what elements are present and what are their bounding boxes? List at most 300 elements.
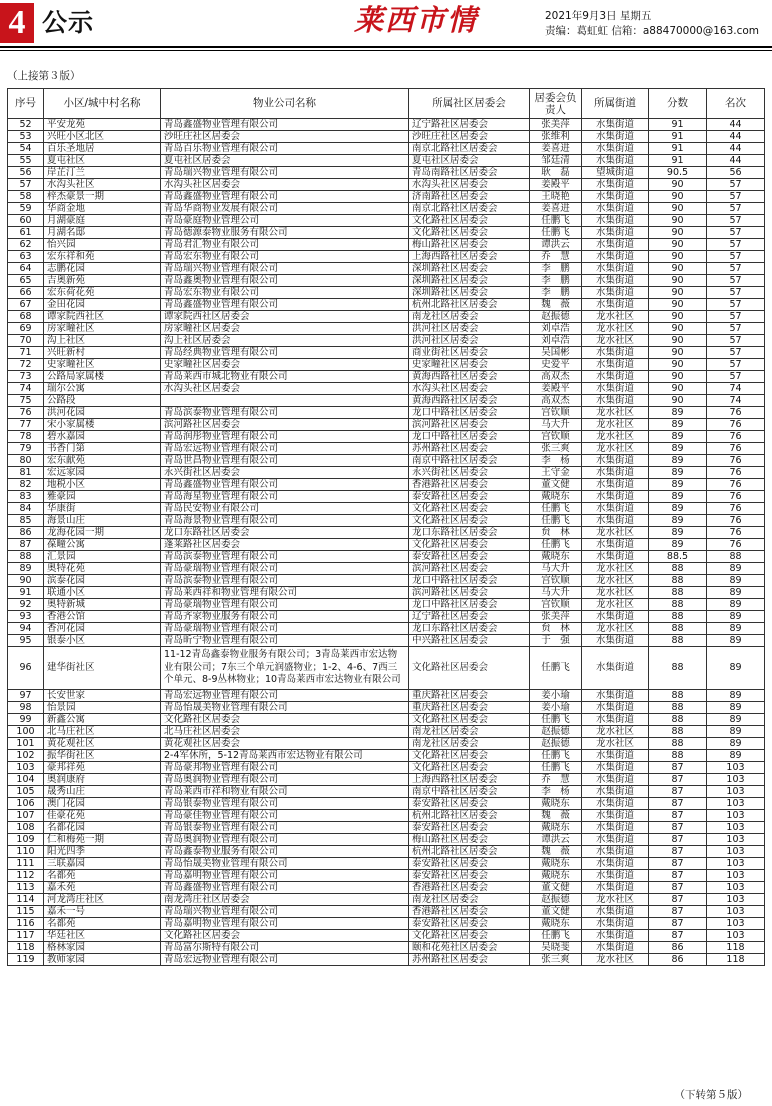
subdistrict: 水集街道: [582, 881, 649, 893]
score: 91: [649, 119, 707, 131]
committee-head: 宫钦顺: [530, 575, 582, 587]
residents-committee: 南京北路社区居委会: [409, 143, 530, 155]
rank: 57: [707, 251, 765, 263]
committee-head: 任鹏飞: [530, 713, 582, 725]
community-name: 金田花园: [44, 299, 161, 311]
residents-committee: 永兴街社区居委会: [409, 467, 530, 479]
property-company: 青岛鑫盛物业管理有限公司: [161, 119, 409, 131]
row-index: 71: [8, 347, 44, 359]
rank: 57: [707, 275, 765, 287]
score: 88: [649, 635, 707, 647]
table-row: [8, 227, 765, 239]
row-index: 59: [8, 203, 44, 215]
score: 89: [649, 539, 707, 551]
header-rule: [0, 46, 772, 48]
row-index: 82: [8, 479, 44, 491]
committee-head: 谭洪云: [530, 239, 582, 251]
table-row: [8, 395, 765, 407]
score: 90: [649, 191, 707, 203]
subdistrict: 水集街道: [582, 539, 649, 551]
subdistrict: 水集街道: [582, 191, 649, 203]
rank: 76: [707, 431, 765, 443]
committee-head: 耿 磊: [530, 167, 582, 179]
residents-committee: 龙口中路社区居委会: [409, 431, 530, 443]
property-company: 青岛鑫盛物业管理有限公司: [161, 191, 409, 203]
row-index: 68: [8, 311, 44, 323]
subdistrict: 水集街道: [582, 227, 649, 239]
row-index: 63: [8, 251, 44, 263]
row-index: 94: [8, 623, 44, 635]
residents-committee: 杭州北路社区居委会: [409, 299, 530, 311]
committee-head: 马大升: [530, 587, 582, 599]
community-name: 公路局家属楼: [44, 371, 161, 383]
residents-committee: 泰安路社区居委会: [409, 797, 530, 809]
residents-committee: 重庆路社区居委会: [409, 701, 530, 713]
community-name: 奥特新城: [44, 599, 161, 611]
score: 90: [649, 251, 707, 263]
committee-head: 姜小瑜: [530, 701, 582, 713]
committee-head: 姜喜进: [530, 143, 582, 155]
table-row: [8, 407, 765, 419]
community-name: 梓杰豪景一期: [44, 191, 161, 203]
property-company: 11-12青岛鑫泰物业服务有限公司；3青岛莱西市宏达物业有限公司；7东三个单元润盛物业；1-2、4-6、7西三个单元、8-9丛林物业；10青岛莱西市宏达物业有限公司: [161, 647, 409, 690]
subdistrict: 水集街道: [582, 215, 649, 227]
subdistrict: 水集街道: [582, 647, 649, 690]
community-name: 宏东祥和苑: [44, 251, 161, 263]
property-company: 青岛宏远物业管理有限公司: [161, 443, 409, 455]
rank: 89: [707, 623, 765, 635]
community-name: 公路段: [44, 395, 161, 407]
score: 89: [649, 503, 707, 515]
property-company: 青岛奥润物业管理有限公司: [161, 773, 409, 785]
table-row: [8, 359, 765, 371]
committee-head: 李 杨: [530, 455, 582, 467]
property-company: 青岛嘉明物业管理有限公司: [161, 869, 409, 881]
residents-committee: 龙口中路社区居委会: [409, 599, 530, 611]
property-company: 青岛莱西市城北物业有限公司: [161, 371, 409, 383]
subdistrict: 龙水社区: [582, 623, 649, 635]
table-row: [8, 239, 765, 251]
score: 89: [649, 443, 707, 455]
rank: 89: [707, 725, 765, 737]
subdistrict: 龙水社区: [582, 335, 649, 347]
committee-head: 宫钦顺: [530, 599, 582, 611]
subdistrict: 水集街道: [582, 143, 649, 155]
committee-head: 任鹏飞: [530, 929, 582, 941]
score: 87: [649, 785, 707, 797]
rank: 103: [707, 905, 765, 917]
residents-committee: 滨河路社区居委会: [409, 563, 530, 575]
row-index: 78: [8, 431, 44, 443]
score: 89: [649, 407, 707, 419]
rank: 89: [707, 689, 765, 701]
property-company: 青岛瑞兴物业管理有限公司: [161, 905, 409, 917]
table-row: [8, 155, 765, 167]
committee-head: 赵振德: [530, 311, 582, 323]
community-name: 澳门花园: [44, 797, 161, 809]
subdistrict: 龙水社区: [582, 563, 649, 575]
property-company: 青岛莱西祥和物业管理有限公司: [161, 587, 409, 599]
property-company: 南龙湾庄社区居委会: [161, 893, 409, 905]
residents-committee: 水沟头社区居委会: [409, 179, 530, 191]
table-row: [8, 953, 765, 965]
residents-committee: 香港路社区居委会: [409, 479, 530, 491]
row-index: 69: [8, 323, 44, 335]
row-index: 91: [8, 587, 44, 599]
rank: 89: [707, 737, 765, 749]
subdistrict: 水集街道: [582, 713, 649, 725]
row-index: 117: [8, 929, 44, 941]
table-row: [8, 785, 765, 797]
newspaper-masthead: 莱西市情: [353, 3, 478, 37]
community-name: 建华街社区: [44, 647, 161, 690]
residents-committee: 文化路社区居委会: [409, 215, 530, 227]
subdistrict: 水集街道: [582, 155, 649, 167]
rank: 76: [707, 443, 765, 455]
score: 88: [649, 563, 707, 575]
committee-head: 李 鹏: [530, 263, 582, 275]
community-name: 怡兴园: [44, 239, 161, 251]
score: 90: [649, 179, 707, 191]
row-index: 83: [8, 491, 44, 503]
row-index: 66: [8, 287, 44, 299]
score: 91: [649, 155, 707, 167]
residents-committee: 南京北路社区居委会: [409, 203, 530, 215]
committee-head: 张三爽: [530, 443, 582, 455]
committee-head: 李 杨: [530, 785, 582, 797]
property-company: 青岛怡晟美物业管理有限公司: [161, 701, 409, 713]
property-company: 青岛瑞兴物业管理有限公司: [161, 263, 409, 275]
community-name: 龙海花园一期: [44, 527, 161, 539]
property-company: 滨河路社区居委会: [161, 419, 409, 431]
community-name: 华廷社区: [44, 929, 161, 941]
subdistrict: 水集街道: [582, 515, 649, 527]
score: 87: [649, 845, 707, 857]
committee-head: 张三爽: [530, 953, 582, 965]
row-index: 98: [8, 701, 44, 713]
subdistrict: 水集街道: [582, 761, 649, 773]
subdistrict: 水集街道: [582, 809, 649, 821]
subdistrict: 望城街道: [582, 167, 649, 179]
committee-head: 马大升: [530, 563, 582, 575]
subdistrict: 龙水社区: [582, 431, 649, 443]
subdistrict: 水集街道: [582, 773, 649, 785]
editor-info: 责编：葛虹虹 信箱：a88470000@163.com: [545, 25, 760, 37]
subdistrict: 龙水社区: [582, 443, 649, 455]
residents-committee: 龙口中路社区居委会: [409, 407, 530, 419]
rank: 103: [707, 785, 765, 797]
rank: 103: [707, 845, 765, 857]
property-company: 谭家院西社区居委会: [161, 311, 409, 323]
table-row: [8, 455, 765, 467]
rank: 103: [707, 809, 765, 821]
property-company: 文化路社区居委会: [161, 713, 409, 725]
rank: 103: [707, 929, 765, 941]
subdistrict: 水集街道: [582, 785, 649, 797]
community-name: 沟上社区: [44, 335, 161, 347]
community-name: 三联嘉园: [44, 857, 161, 869]
rank: 44: [707, 131, 765, 143]
row-index: 58: [8, 191, 44, 203]
table-row: [8, 905, 765, 917]
residents-committee: 香港路社区居委会: [409, 881, 530, 893]
community-name: 联通小区: [44, 587, 161, 599]
community-name: 吉奥新苑: [44, 275, 161, 287]
row-index: 105: [8, 785, 44, 797]
residents-committee: 颐和花苑社区居委会: [409, 941, 530, 953]
col-header-subdistrict: 所属街道: [582, 89, 649, 119]
community-name: 平安龙苑: [44, 119, 161, 131]
property-company: 房家疃社区居委会: [161, 323, 409, 335]
score: 88: [649, 701, 707, 713]
property-company: 龙口东路社区居委会: [161, 527, 409, 539]
score: 87: [649, 893, 707, 905]
score: 88: [649, 599, 707, 611]
col-header-community: 小区/城中村名称: [44, 89, 161, 119]
subdistrict: 水集街道: [582, 749, 649, 761]
rank: 57: [707, 263, 765, 275]
community-name: 岸芷汀兰: [44, 167, 161, 179]
subdistrict: 龙水社区: [582, 599, 649, 611]
table-row: [8, 713, 765, 725]
community-name: 名都花园: [44, 821, 161, 833]
score: 90: [649, 395, 707, 407]
row-index: 70: [8, 335, 44, 347]
rank: 89: [707, 647, 765, 690]
row-index: 114: [8, 893, 44, 905]
committee-head: 谭洪云: [530, 833, 582, 845]
subdistrict: 水集街道: [582, 701, 649, 713]
col-header-index: 序号: [8, 89, 44, 119]
page-header: [0, 0, 772, 48]
residents-committee: 龙口东路社区居委会: [409, 623, 530, 635]
table-row: [8, 191, 765, 203]
residents-committee: 泰安路社区居委会: [409, 917, 530, 929]
property-company: 青岛鑫奥物业管理有限公司: [161, 275, 409, 287]
table-row: [8, 419, 765, 431]
community-name: 阳光四季: [44, 845, 161, 857]
table-row: [8, 323, 765, 335]
row-index: 86: [8, 527, 44, 539]
community-name: 香河花园: [44, 623, 161, 635]
issue-date: 2021年9月3日 星期五: [545, 10, 652, 22]
table-row: [8, 539, 765, 551]
committee-head: 赵振德: [530, 893, 582, 905]
row-index: 90: [8, 575, 44, 587]
table-row: [8, 833, 765, 845]
committee-head: 姜小瑜: [530, 689, 582, 701]
col-header-property-company: 物业公司名称: [161, 89, 409, 119]
community-name: 名都苑: [44, 917, 161, 929]
property-company: 永兴街社区居委会: [161, 467, 409, 479]
property-company: 青岛德源泰物业服务有限公司: [161, 227, 409, 239]
rank: 89: [707, 599, 765, 611]
residents-committee: 泰安路社区居委会: [409, 491, 530, 503]
table-row: [8, 443, 765, 455]
committee-head: 马大升: [530, 419, 582, 431]
rank: 89: [707, 575, 765, 587]
subdistrict: 水集街道: [582, 371, 649, 383]
table-row: [8, 647, 765, 690]
rank: 57: [707, 299, 765, 311]
row-index: 54: [8, 143, 44, 155]
rank: 103: [707, 869, 765, 881]
committee-head: 贠 林: [530, 527, 582, 539]
col-header-residents-committee: 所属社区居委会: [409, 89, 530, 119]
row-index: 81: [8, 467, 44, 479]
table-row: [8, 275, 765, 287]
property-company: 青岛鑫盛物业管理有限公司: [161, 479, 409, 491]
header-rule-thin: [0, 50, 772, 51]
community-name: 兴旺新村: [44, 347, 161, 359]
subdistrict: 水集街道: [582, 869, 649, 881]
row-index: 95: [8, 635, 44, 647]
rank: 74: [707, 395, 765, 407]
residents-committee: 文化路社区居委会: [409, 761, 530, 773]
residents-committee: 洪河社区居委会: [409, 323, 530, 335]
property-company: 水沟头社区居委会: [161, 179, 409, 191]
score: 89: [649, 515, 707, 527]
residents-committee: 文化路社区居委会: [409, 647, 530, 690]
row-index: 116: [8, 917, 44, 929]
residents-committee: 泰安路社区居委会: [409, 857, 530, 869]
community-name: 嘉禾一号: [44, 905, 161, 917]
residents-committee: 辽宁路社区居委会: [409, 119, 530, 131]
table-row: [8, 761, 765, 773]
rank: 44: [707, 143, 765, 155]
community-name: 百乐圣地居: [44, 143, 161, 155]
committee-head: 张美萍: [530, 611, 582, 623]
residents-committee: 南龙社区居委会: [409, 893, 530, 905]
row-index: 102: [8, 749, 44, 761]
row-index: 62: [8, 239, 44, 251]
table-row: [8, 809, 765, 821]
residents-committee: 杭州北路社区居委会: [409, 845, 530, 857]
row-index: 60: [8, 215, 44, 227]
residents-committee: 泰安路社区居委会: [409, 869, 530, 881]
table-row: [8, 587, 765, 599]
subdistrict: 龙水社区: [582, 407, 649, 419]
community-name: 豪邦祥苑: [44, 761, 161, 773]
property-company: 青岛滨泰物业管理有限公司: [161, 575, 409, 587]
col-header-score: 分数: [649, 89, 707, 119]
community-name: 瑞尔公寓: [44, 383, 161, 395]
subdistrict: 水集街道: [582, 275, 649, 287]
committee-head: 戴晓东: [530, 551, 582, 563]
committee-head: 任鹏飞: [530, 515, 582, 527]
community-name: 谭家院西社区: [44, 311, 161, 323]
table-row: [8, 917, 765, 929]
row-index: 56: [8, 167, 44, 179]
community-name: 月湖名邸: [44, 227, 161, 239]
community-name: 格林家园: [44, 941, 161, 953]
rank: 76: [707, 467, 765, 479]
subdistrict: 水集街道: [582, 551, 649, 563]
community-name: 宏东献苑: [44, 455, 161, 467]
row-index: 53: [8, 131, 44, 143]
property-company: 水沟头社区居委会: [161, 383, 409, 395]
table-row: [8, 773, 765, 785]
property-company: 青岛豪瑞物业管理有限公司: [161, 623, 409, 635]
row-index: 74: [8, 383, 44, 395]
score: 88: [649, 575, 707, 587]
property-company: 青岛宏东物业有限公司: [161, 287, 409, 299]
score: 90: [649, 215, 707, 227]
table-row: [8, 689, 765, 701]
table-row: [8, 551, 765, 563]
subdistrict: 水集街道: [582, 383, 649, 395]
committee-head: 王守金: [530, 467, 582, 479]
subdistrict: 水集街道: [582, 119, 649, 131]
subdistrict: 水集街道: [582, 131, 649, 143]
row-index: 79: [8, 443, 44, 455]
score: 90: [649, 359, 707, 371]
rank: 57: [707, 191, 765, 203]
residents-committee: 文化路社区居委会: [409, 227, 530, 239]
property-company: 青岛怡晟美物业管理有限公司: [161, 857, 409, 869]
subdistrict: 龙水社区: [582, 527, 649, 539]
row-index: 99: [8, 713, 44, 725]
rank: 118: [707, 941, 765, 953]
subdistrict: 水集街道: [582, 467, 649, 479]
community-name: 史家疃社区: [44, 359, 161, 371]
subdistrict: 水集街道: [582, 833, 649, 845]
committee-head: 戴晓东: [530, 857, 582, 869]
table-row: [8, 527, 765, 539]
property-company: 青岛滨泰物业管理有限公司: [161, 407, 409, 419]
community-name: 月湖豪庭: [44, 215, 161, 227]
score: 86: [649, 941, 707, 953]
property-company: 青岛齐家物业服务有限公司: [161, 611, 409, 623]
rank: 103: [707, 857, 765, 869]
row-index: 103: [8, 761, 44, 773]
residents-committee: 沙旺庄社区居委会: [409, 131, 530, 143]
row-index: 76: [8, 407, 44, 419]
table-row: [8, 599, 765, 611]
residents-committee: 洪河社区居委会: [409, 335, 530, 347]
committee-head: 乔 慧: [530, 773, 582, 785]
rank: 44: [707, 155, 765, 167]
rank: 57: [707, 287, 765, 299]
residents-committee: 泰安路社区居委会: [409, 551, 530, 563]
row-index: 107: [8, 809, 44, 821]
property-company: 北马庄社区居委会: [161, 725, 409, 737]
rank: 103: [707, 881, 765, 893]
table-row: [8, 431, 765, 443]
residents-committee: 南京中路社区居委会: [409, 455, 530, 467]
rank: 89: [707, 749, 765, 761]
property-company: 青岛华商物业发展有限公司: [161, 203, 409, 215]
property-company: 青岛嘉明物业管理有限公司: [161, 917, 409, 929]
rank: 76: [707, 539, 765, 551]
committee-head: 赵振德: [530, 737, 582, 749]
score: 88: [649, 737, 707, 749]
residents-committee: 深圳路社区居委会: [409, 275, 530, 287]
community-name: 葆疃公寓: [44, 539, 161, 551]
score: 89: [649, 491, 707, 503]
committee-head: 高双杰: [530, 371, 582, 383]
community-name: 新鑫公寓: [44, 713, 161, 725]
subdistrict: 水集街道: [582, 455, 649, 467]
committee-head: 吴国彬: [530, 347, 582, 359]
table-row: [8, 515, 765, 527]
community-name: 河龙湾庄社区: [44, 893, 161, 905]
rank: 76: [707, 407, 765, 419]
rank: 103: [707, 917, 765, 929]
community-name: 洪河花园: [44, 407, 161, 419]
property-company: 青岛银泰物业管理有限公司: [161, 797, 409, 809]
score: 87: [649, 761, 707, 773]
